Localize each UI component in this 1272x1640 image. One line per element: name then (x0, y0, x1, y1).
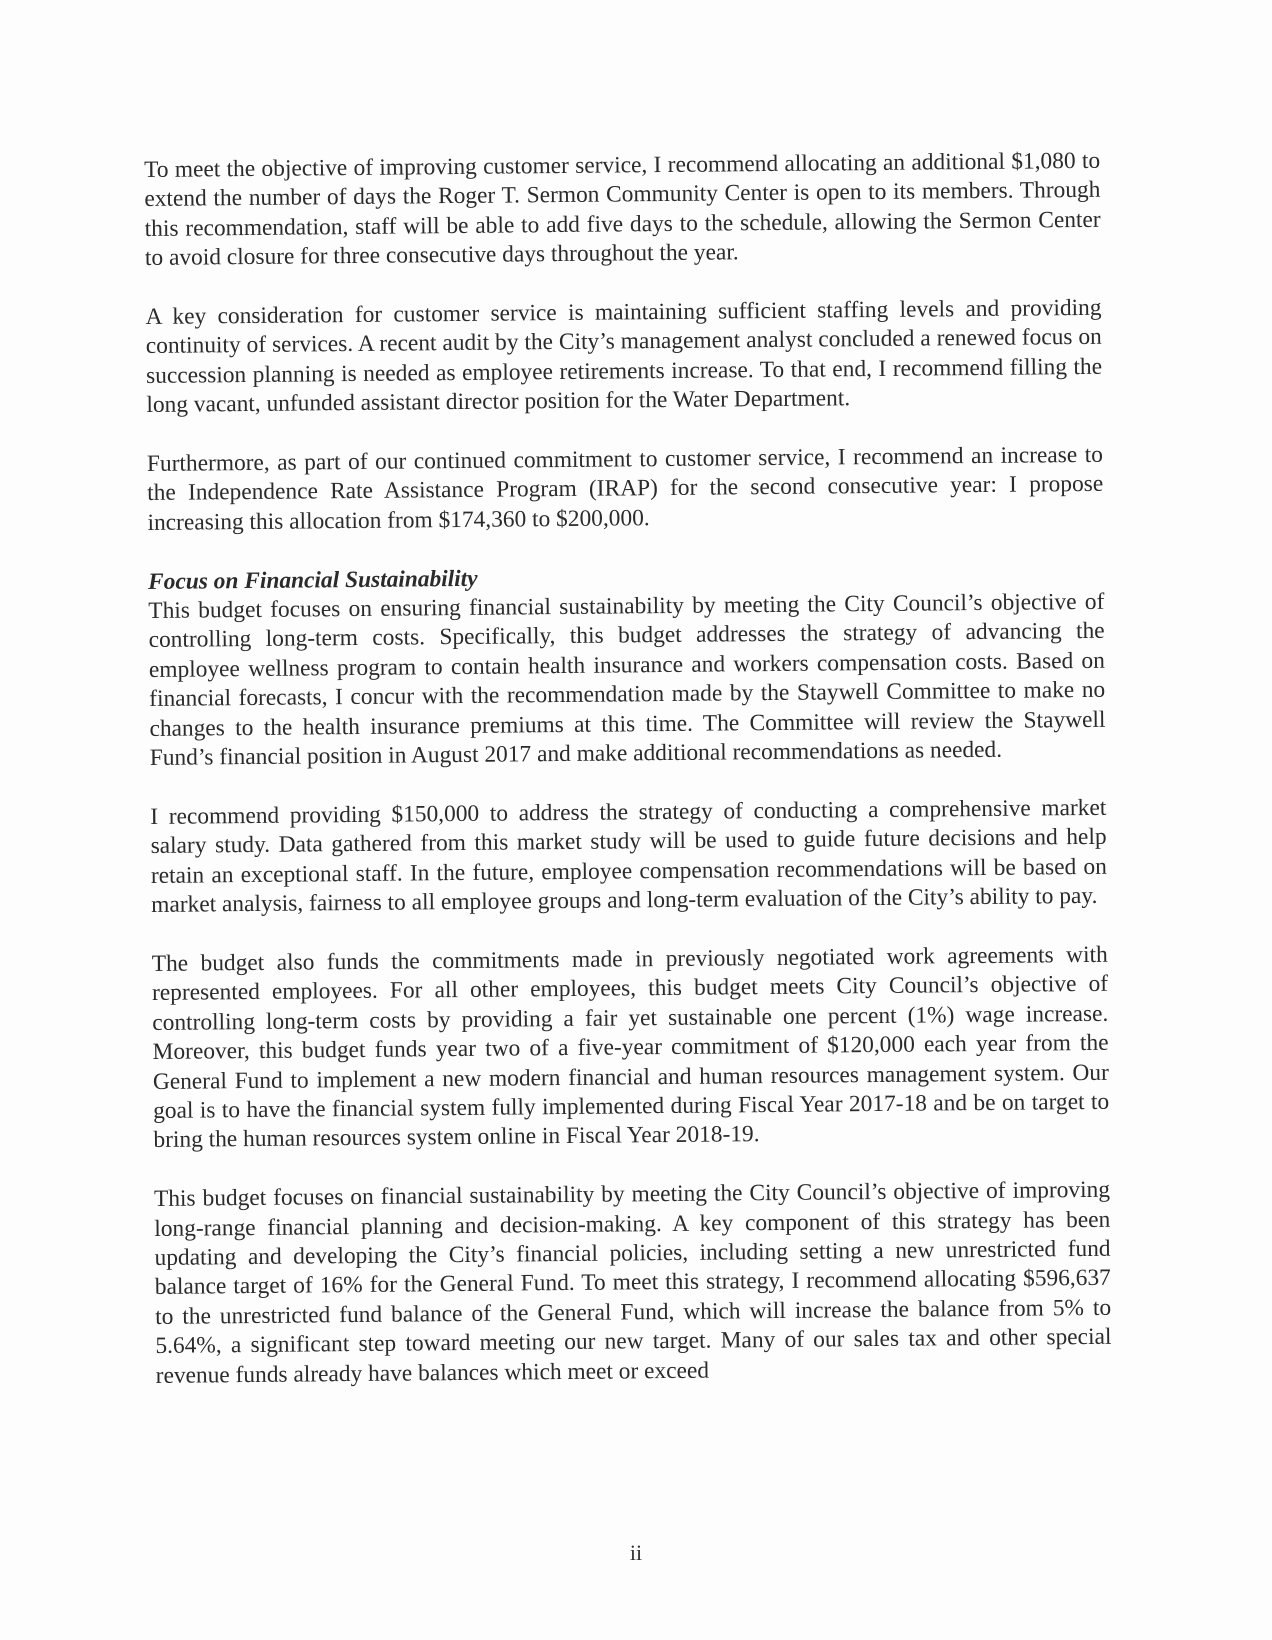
paragraph-community-center: To meet the objective of improving customer service, I recommend allocating an additional $1,080 to extend the number of days the Roger T. Sermon Community Center is open to its members. Through this recommendation, staff will be able to add five days to the schedule, allowing the Sermon Center to avoid closure for three consecutive days throughout the year. (144, 147, 1101, 272)
paragraph-irap: Furthermore, as part of our continued commitment to customer service, I recommend an increase to the Independence Rate Assistance Program (IRAP) for the second consecutive year: I propose increasing this allocation from $174,360 to $200,000. (146, 441, 1104, 536)
paragraph-fund-balance: This budget focuses on financial sustainability by meeting the City Council’s objective of improving long-range financial planning and decision-making. A key component of this strategy has been updating and developing the City’s financial policies, including setting a new unrestricted fund balance target of 16% for the General Fund. To meet this strategy, I recommend allocating $596,637 to the unrestricted fund balance of the General Fund, which will increase the balance from 5% to 5.64%, a significant step toward meeting our new target. Many of our sales tax and other special revenue funds already have balances which meet or exceed (153, 1176, 1112, 1389)
paragraph-wage-and-systems: The budget also funds the commitments made in previously negotiated work agreements with represented employees. For all other employees, this budget meets City Council’s objective of controlling long-term costs by providing a fair yet sustainable one percent (1%) wage increase. Moreover, this budget funds year two of a five-year commitment of $120,000 each year from the General Fund to implement a new modern financial and human resources management system. Our goal is to have the financial system fully implemented during Fiscal Year 2017-18 and be on target to bring the human resources system online in Fiscal Year 2018-19. (151, 941, 1110, 1154)
paragraph-wellness: This budget focuses on ensuring financial sustainability by meeting the City Council’s objective of controlling long-term costs. Specifically, this budget addresses the strategy of advancing the employee wellness program to contain health insurance and workers compensation costs. Based on financial forecasts, I concur with the recommendation made by the Staywell Committee to make no changes to the health insurance premiums at this time. The Committee will review the Staywell Fund’s financial position in August 2017 and make additional recommendations as needed. (148, 588, 1106, 772)
page-number: ii (629, 1540, 643, 1565)
document-body (144, 147, 1112, 1420)
section-heading: Focus on Financial Sustainability (147, 565, 478, 595)
paragraph-salary-study: I recommend providing $150,000 to address the strategy of conducting a comprehensive market salary study. Data gathered from this market study will be used to guide future decisions and help retain an exceptional staff. In the future, employee compensation recommendations will be based on market analysis, fairness to all employee groups and long-term evaluation of the City’s ability to pay. (150, 794, 1107, 919)
paragraph-staffing: A key consideration for customer service is maintaining sufficient staffing levels and providing continuity of services. A recent audit by the City’s management analyst concluded a renewed focus on succession planning is needed as employee retirements increase. To that end, I recommend filling the long vacant, unfunded assistant director position for the Water Department. (145, 294, 1103, 419)
